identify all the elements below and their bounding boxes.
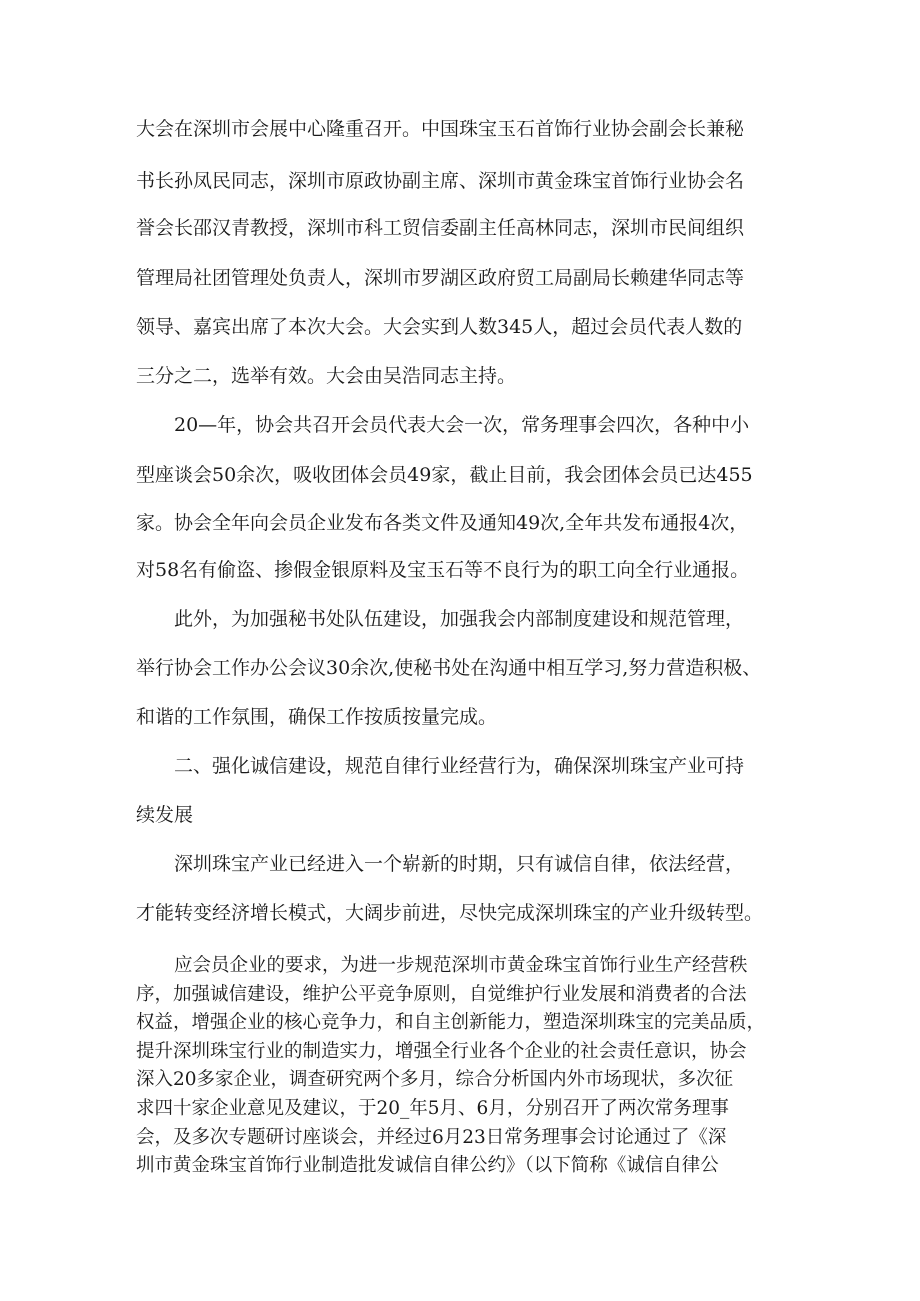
- text-line: 对58名有偷盗、掺假金银原料及宝玉石等不良行为的职工向全行业通报。: [136, 559, 750, 581]
- text-line: 和谐的工作氛围，确保工作按质按量完成。: [136, 706, 498, 728]
- text-line: 才能转变经济增长模式，大阔步前进，尽快完成深圳珠宝的产业升级转型。: [136, 902, 764, 924]
- text-line: 提升深圳珠宝行业的制造实力，增强全行业各个企业的社会责任意识，协会: [136, 1041, 747, 1062]
- text-line: 应会员企业的要求，为进一步规范深圳市黄金珠宝首饰行业生产经营秩: [174, 955, 748, 976]
- text-line: 深入20多家企业，调查研究两个多月，综合分析国内外市场现状，多次征: [136, 1069, 734, 1090]
- text-line: 举行协会工作办公会议30余次,使秘书处在沟通中相互学习,努力营造积极、: [136, 657, 762, 679]
- text-line: 深圳珠宝产业已经进入一个崭新的时期，只有诚信自律，依法经营，: [174, 853, 745, 875]
- text-line: 求四十家企业意见及建议，于20_年5月、6月，分别召开了两次常务理事: [136, 1098, 729, 1119]
- text-line: 20—年，协会共召开会员代表大会一次，常务理事会四次，各种中小: [174, 414, 750, 436]
- text-line: 二、强化诚信建设，规范自律行业经营行为，确保深圳珠宝产业可持: [174, 755, 745, 777]
- text-line: 圳市黄金珠宝首饰行业制造批发诚信自律公约》（以下简称《诚信自律公: [136, 1155, 719, 1176]
- text-line: 权益，增强企业的核心竞争力，和自主创新能力，塑造深圳珠宝的完美品质，: [136, 1012, 766, 1033]
- text-line: 此外，为加强秘书处队伍建设，加强我会内部制度建设和规范管理，: [174, 608, 745, 630]
- text-line: 序，加强诚信建设，维护公平竞争原则，自觉维护行业发展和消费者的合法: [136, 984, 747, 1005]
- text-line: 管理局社团管理处负责人，深圳市罗湖区政府贸工局副局长赖建华同志等: [136, 267, 745, 289]
- text-line: 型座谈会50余次，吸收团体会员49家，截止目前，我会团体会员已达455: [136, 464, 753, 486]
- text-line: 家。协会全年向会员企业发布各类文件及通知49次,全年共发布通报4次，: [136, 512, 749, 534]
- text-line: 书长孙凤民同志，深圳市原政协副主席、深圳市黄金珠宝首饰行业协会名: [136, 170, 745, 192]
- text-line: 续发展: [136, 804, 194, 826]
- text-line: 会，及多次专题研讨座谈会，并经过6月23日常务理事会讨论通过了《深: [136, 1127, 727, 1148]
- text-line: 大会在深圳市会展中心隆重召开。中国珠宝玉石首饰行业协会副会长兼秘: [136, 118, 745, 140]
- text-line: 领导、嘉宾出席了本次大会。大会实到人数345人，超过会员代表人数的: [136, 316, 743, 338]
- text-line: 三分之二，选举有效。大会由吴浩同志主持。: [136, 365, 517, 387]
- text-line: 誉会长邵汉青教授，深圳市科工贸信委副主任高林同志，深圳市民间组织: [136, 217, 745, 239]
